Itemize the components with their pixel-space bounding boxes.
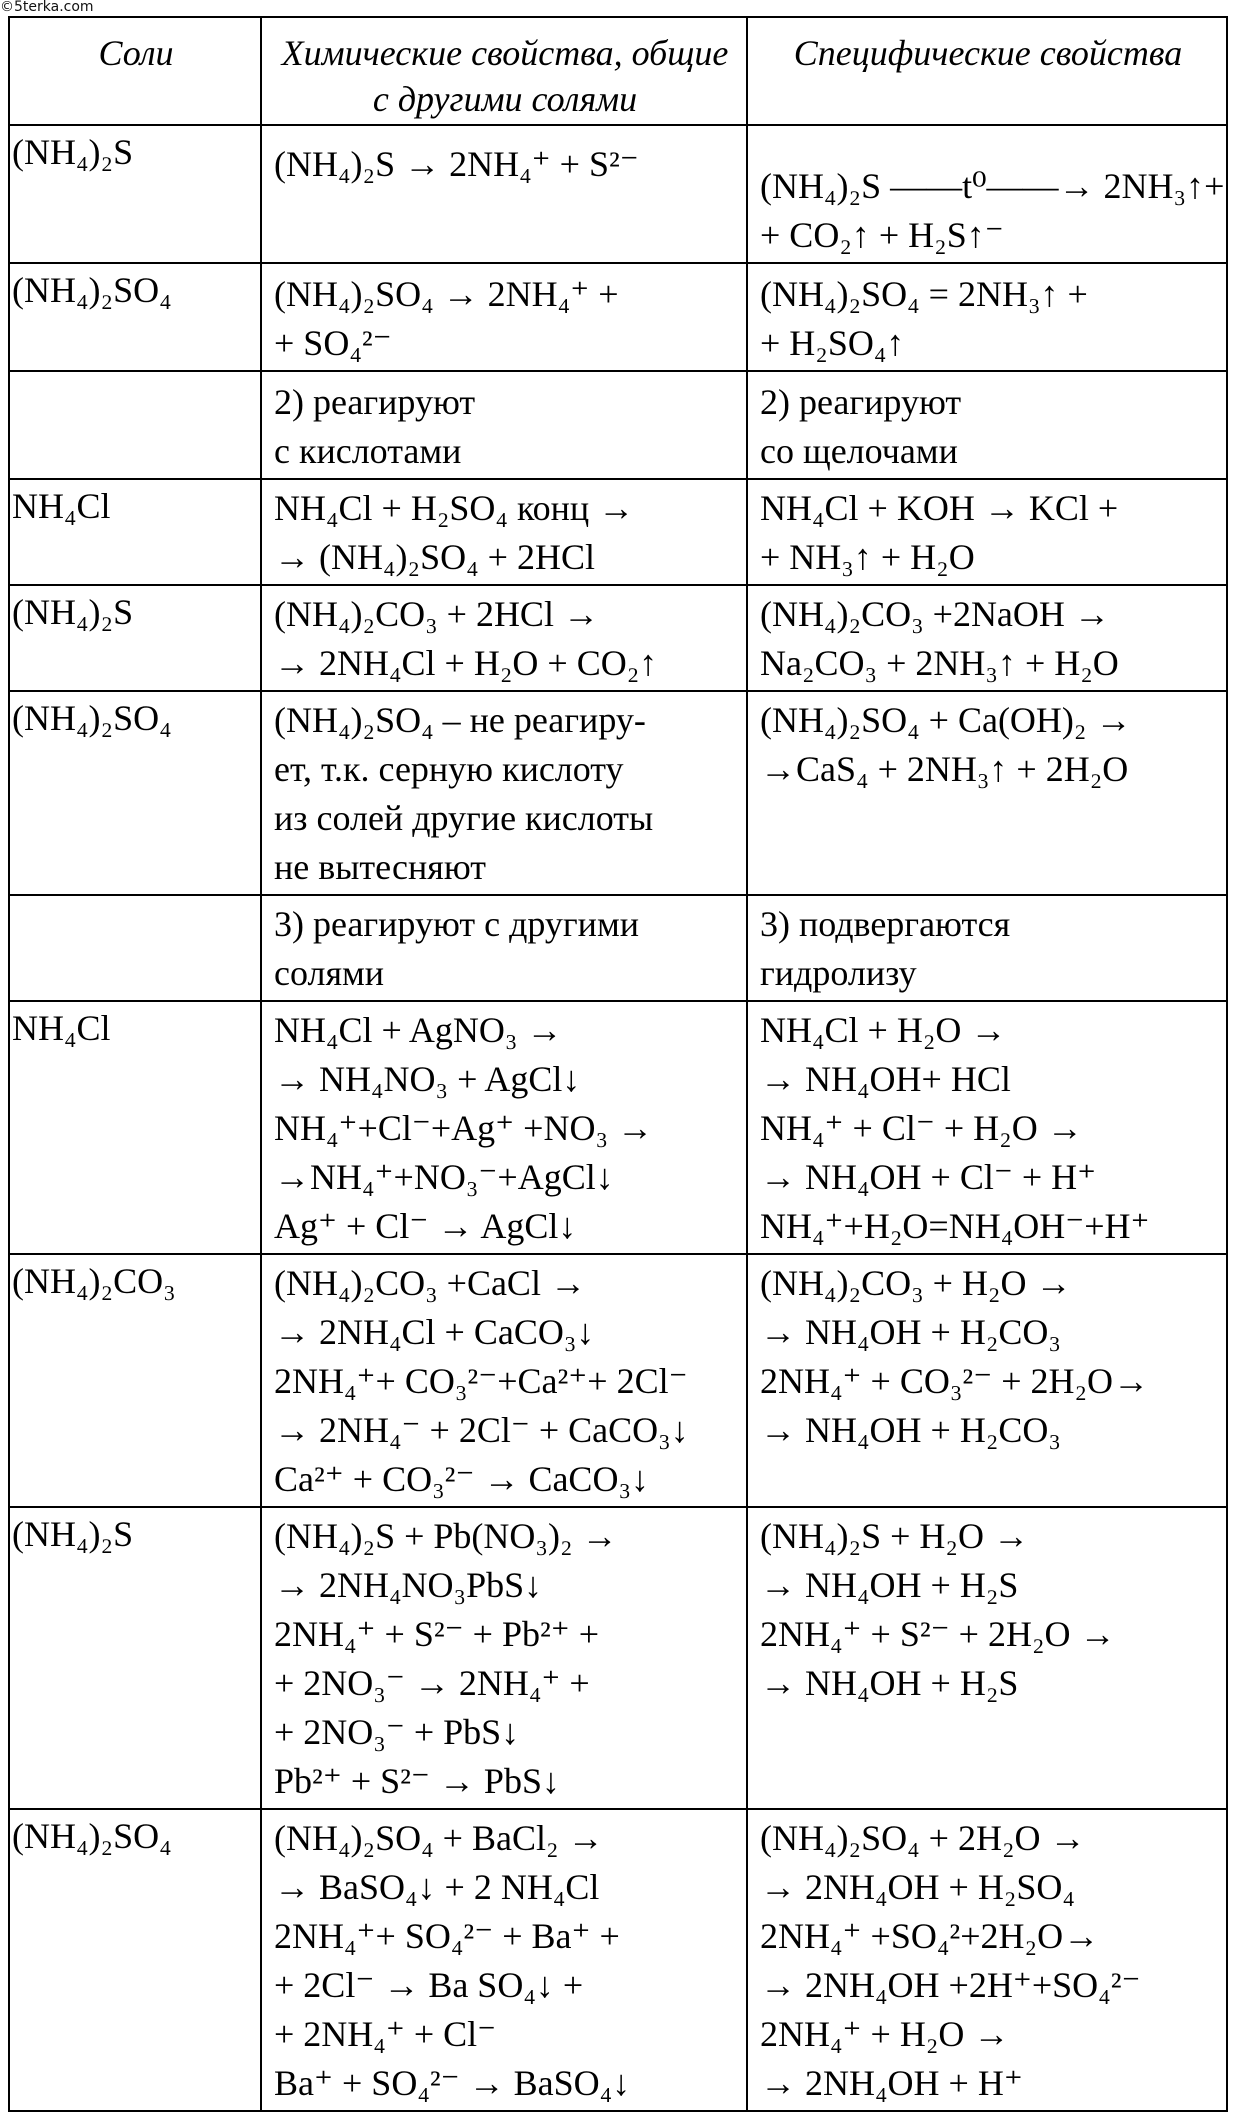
general-equation-line: + 2NO₃⁻ + PbS↓ (274, 1712, 520, 1752)
general-equation-line: → 2NH₄Cl + H₂O + CO₂↑ (274, 643, 658, 683)
specific-equation-line: → 2NH₄OH +2H⁺+SO₄²⁻ (760, 1965, 1141, 2005)
specific-equation-line: 2NH₄⁺ + S²⁻ + 2H₂O → (760, 1614, 1116, 1654)
specific-properties-cell (747, 1507, 1227, 1809)
general-properties-cell (261, 691, 747, 895)
general-equation-line: Ca²⁺ + CO₃²⁻ → CaCO₃↓ (274, 1459, 649, 1499)
specific-properties-cell (747, 263, 1227, 371)
salt-cell: (NH₄)₂CO₃ (9, 1254, 261, 1507)
specific-equation-line: 2NH₄⁺ + H₂O → (760, 2014, 1010, 2054)
general-properties-cell (261, 585, 747, 691)
specific-equation-line: 2NH₄⁺ + CO₃²⁻ + 2H₂O→ (760, 1361, 1150, 1401)
specific-properties-cell (747, 1254, 1227, 1507)
general-equation-line: 3) реагируют с другими (274, 904, 639, 944)
table-row (9, 125, 1227, 263)
general-equation-line: (NH₄)₂SO₄ → 2NH₄⁺ + (274, 274, 619, 314)
general-equation-line: + 2NO₃⁻ → 2NH₄⁺ + (274, 1663, 590, 1703)
general-equation-line: 2NH₄⁺+ CO₃²⁻+Ca²⁺+ 2Cl⁻ (274, 1361, 688, 1401)
specific-equation-line: → NH₄OH + H₂CO₃ (760, 1410, 1061, 1450)
table-row (9, 691, 1227, 895)
general-equation-line: → NH₄NO₃ + AgCl↓ (274, 1059, 581, 1099)
table-row (9, 895, 1227, 1001)
salt-cell: (NH₄)₂S (9, 125, 261, 263)
salt-cell: (NH₄)₂SO₄ (9, 263, 261, 371)
general-equation-line: из солей другие кислоты (274, 798, 654, 838)
general-equation-line: (NH₄)₂CO₃ +CaCl → (274, 1263, 586, 1303)
specific-equation-line: NH₄Cl + H₂O → (760, 1010, 1007, 1050)
specific-equation-line: NH₄⁺ + Cl⁻ + H₂O → (760, 1108, 1083, 1148)
general-equation-line: + 2Cl⁻ → Ba SO₄↓ + (274, 1965, 584, 2005)
general-equation-line: + 2NH₄⁺ + Cl⁻ (274, 2014, 497, 2054)
table-row (9, 1809, 1227, 2111)
specific-equation-line: гидролизу (760, 953, 917, 993)
general-equation-line: (NH₄)₂S → 2NH₄⁺ + S²⁻ (274, 144, 639, 184)
specific-properties-cell (747, 895, 1227, 1001)
specific-properties-cell (747, 691, 1227, 895)
salt-cell: (NH₄)₂SO₄ (9, 691, 261, 895)
salt-cell: NH₄Cl (9, 1001, 261, 1254)
general-equation-line: → BaSO₄↓ + 2 NH₄Cl (274, 1867, 600, 1907)
general-equation-line: 2) реагируют (274, 382, 476, 422)
specific-equation-line: (NH₄)₂S ——t⁰——→ 2NH₃↑+ (760, 166, 1225, 206)
specific-equation-line: со щелочами (760, 431, 958, 471)
specific-equation-line: 2) реагируют (760, 382, 962, 422)
table-row (9, 479, 1227, 585)
header-salts: Соли (9, 17, 261, 125)
general-equation-line: (NH₄)₂SO₄ + BaCl₂ → (274, 1818, 604, 1858)
general-properties-cell (261, 371, 747, 479)
specific-equation-line: → 2NH₄OH + H₂SO₄ (760, 1867, 1075, 1907)
general-equation-line: NH₄⁺+Cl⁻+Ag⁺ +NO₃ → (274, 1108, 654, 1148)
specific-equation-line: → NH₄OH + Cl⁻ + H⁺ (760, 1157, 1097, 1197)
specific-equation-line: (NH₄)₂SO₄ + Ca(OH)₂ → (760, 700, 1132, 740)
salt-cell: NH₄Cl (9, 479, 261, 585)
specific-properties-cell (747, 1001, 1227, 1254)
salt-cell: (NH₄)₂S (9, 585, 261, 691)
general-properties-cell (261, 125, 747, 263)
specific-properties-cell (747, 1809, 1227, 2111)
general-properties-cell (261, 1809, 747, 2111)
ammonium-salts-table (8, 16, 1228, 2112)
specific-equation-line: → NH₄OH + H₂S (760, 1565, 1019, 1605)
specific-equation-line: → NH₄OH + H₂S (760, 1663, 1019, 1703)
header-row (9, 17, 1227, 125)
specific-equation-line: (NH₄)₂CO₃ + H₂O → (760, 1263, 1072, 1303)
general-properties-cell (261, 895, 747, 1001)
specific-properties-cell (747, 371, 1227, 479)
specific-equation-line: NH₄⁺+H₂O=NH₄OH⁻+H⁺ (760, 1206, 1150, 1246)
specific-properties-cell (747, 125, 1227, 263)
table-row (9, 1254, 1227, 1507)
salt-cell (9, 371, 261, 479)
specific-equation-line: →CaS₄ + 2NH₃↑ + 2H₂O (760, 749, 1129, 789)
specific-equation-line: Na₂CO₃ + 2NH₃↑ + H₂O (760, 643, 1119, 683)
specific-equation-line: + H₂SO₄↑ (760, 323, 905, 363)
general-equation-line: Ba⁺ + SO₄²⁻ → BaSO₄↓ (274, 2063, 631, 2103)
specific-equation-line: → 2NH₄OH + H⁺ (760, 2063, 1023, 2103)
specific-equation-line: (NH₄)₂S + H₂O → (760, 1516, 1029, 1556)
salt-cell: (NH₄)₂S (9, 1507, 261, 1809)
general-equation-line: ет, т.к. серную кислоту (274, 749, 624, 789)
table-row (9, 1507, 1227, 1809)
general-equation-line: (NH₄)₂S + Pb(NO₃)₂ → (274, 1516, 618, 1556)
specific-equation-line: 2NH₄⁺ +SO₄²+2H₂O→ (760, 1916, 1100, 1956)
general-equation-line: солями (274, 953, 385, 993)
general-equation-line: → 2NH₄⁻ + 2Cl⁻ + CaCO₃↓ (274, 1410, 689, 1450)
general-equation-line: NH₄Cl + AgNO₃ → (274, 1010, 563, 1050)
general-equation-line: NH₄Cl + H₂SO₄ конц → (274, 488, 635, 528)
general-properties-cell (261, 1001, 747, 1254)
general-equation-line: 2NH₄⁺+ SO₄²⁻ + Ba⁺ + (274, 1916, 620, 1956)
specific-equation-line: → NH₄OH+ HCl (760, 1059, 1011, 1099)
specific-equation-line: NH₄Cl + KOH → KCl + (760, 488, 1119, 528)
specific-equation-line: → NH₄OH + H₂CO₃ (760, 1312, 1061, 1352)
general-equation-line: не вытесняют (274, 847, 486, 887)
table-row (9, 371, 1227, 479)
header-general-properties: Химические свойства, общие с другими солями (261, 17, 747, 125)
specific-equation-line: + CO₂↑ + H₂S↑⁻ (760, 215, 1004, 255)
specific-equation-line: (NH₄)₂SO₄ + 2H₂O → (760, 1818, 1086, 1858)
specific-equation-line: + NH₃↑ + H₂O (760, 537, 975, 577)
salt-cell: (NH₄)₂SO₄ (9, 1809, 261, 2111)
specific-equation-line: 3) подвергаются (760, 904, 1011, 944)
general-equation-line: 2NH₄⁺ + S²⁻ + Pb²⁺ + (274, 1614, 600, 1654)
general-equation-line: с кислотами (274, 431, 462, 471)
general-properties-cell (261, 263, 747, 371)
general-equation-line: → 2NH₄NO₃PbS↓ (274, 1565, 543, 1605)
general-equation-line: →NH₄⁺+NO₃⁻+AgCl↓ (274, 1157, 614, 1197)
general-equation-line: Pb²⁺ + S²⁻ → PbS↓ (274, 1761, 560, 1801)
table-row (9, 1001, 1227, 1254)
general-equation-line: (NH₄)₂SO₄ – не реагиру- (274, 700, 646, 740)
general-equation-line: → (NH₄)₂SO₄ + 2HCl (274, 537, 595, 577)
table-row (9, 263, 1227, 371)
specific-properties-cell (747, 479, 1227, 585)
general-properties-cell (261, 1254, 747, 1507)
salt-cell (9, 895, 261, 1001)
watermark: ©5terka.com (0, 0, 94, 15)
general-equation-line: (NH₄)₂CO₃ + 2HCl → (274, 594, 599, 634)
general-equation-line: + SO₄²⁻ (274, 323, 392, 363)
header-specific-properties: Специфические свойства (747, 17, 1227, 125)
specific-equation-line: (NH₄)₂CO₃ +2NaOH → (760, 594, 1110, 634)
general-equation-line: → 2NH₄Cl + CaCO₃↓ (274, 1312, 595, 1352)
specific-equation-line: (NH₄)₂SO₄ = 2NH₃↑ + (760, 274, 1088, 314)
general-properties-cell (261, 479, 747, 585)
specific-properties-cell (747, 585, 1227, 691)
general-equation-line: Ag⁺ + Cl⁻ → AgCl↓ (274, 1206, 577, 1246)
general-properties-cell (261, 1507, 747, 1809)
table-row (9, 585, 1227, 691)
